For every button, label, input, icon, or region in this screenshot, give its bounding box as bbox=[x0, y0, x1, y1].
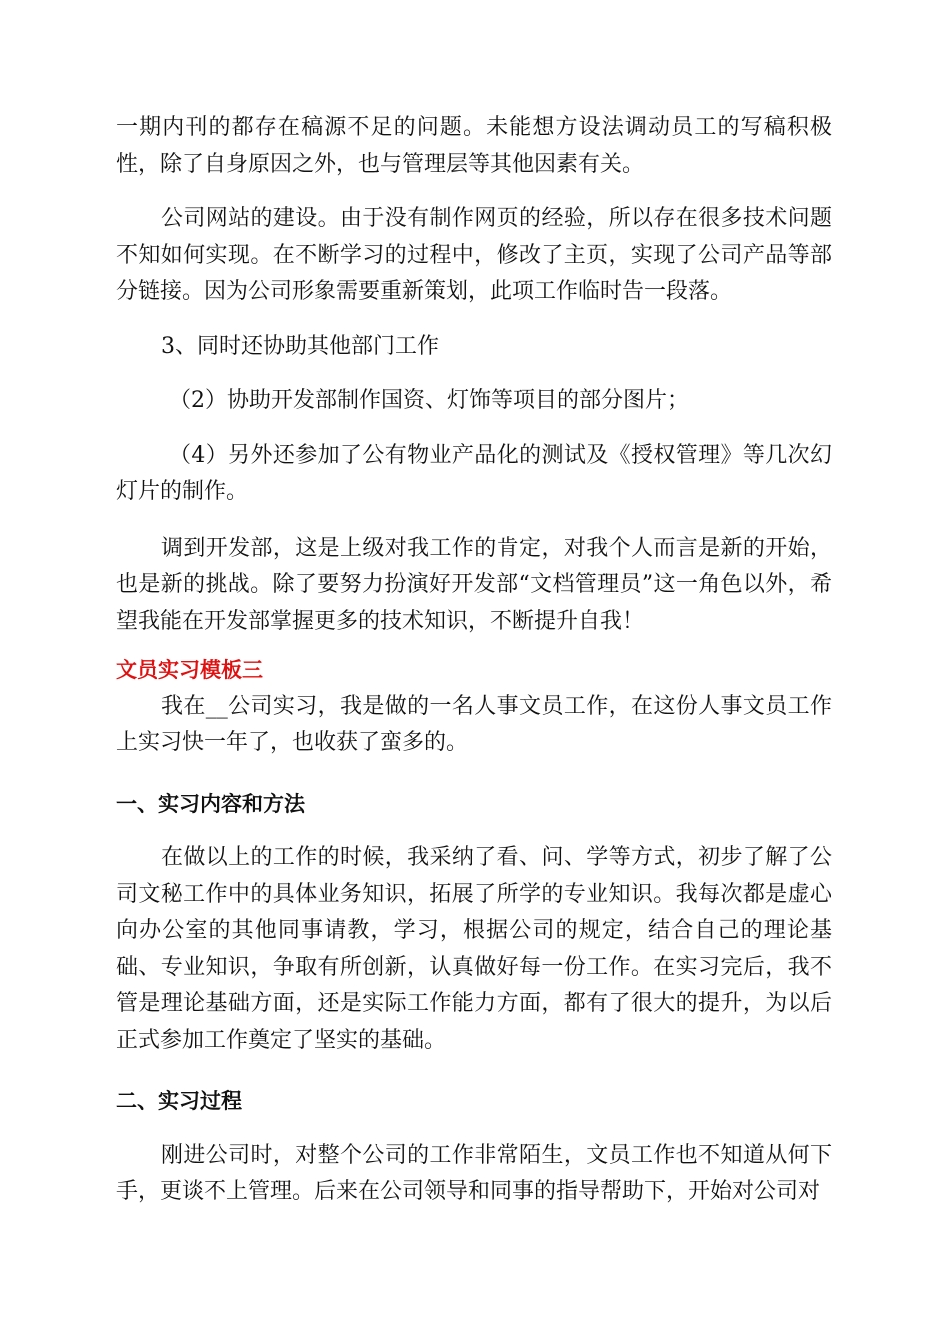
list-item-slides: （4）另外还参加了公有物业产品化的测试及《授权管理》等几次幻灯片的制作。 bbox=[116, 442, 832, 504]
heading-content-and-methods: 一、实习内容和方法 bbox=[116, 790, 305, 816]
paragraph-transfer: 调到开发部，这是上级对我工作的肯定，对我个人而言是新的开始，也是新的挑战。除了要努力扮演好开发部“文档管理员”这一角色以外，希望我能在开发部掌握更多的技术知识，不断提升自我！ bbox=[116, 535, 832, 634]
paragraph-internship-intro: 我在__公司实习，我是做的一名人事文员工作，在这份人事文员工作上实习快一年了，也收获了蛮多的。 bbox=[116, 693, 832, 755]
paragraph-journal-issue: 一期内刊的都存在稿源不足的问题。未能想方设法调动员工的写稿积极性，除了自身原因之外，也与管理层等其他因素有关。 bbox=[116, 115, 832, 177]
heading-internship-process: 二、实习过程 bbox=[116, 1088, 242, 1113]
document-page bbox=[116, 110, 832, 1211]
section-heading-template-three: 文员实习模板三 bbox=[116, 658, 263, 682]
list-item-assist-development: （2）协助开发部制作国资、灯饰等项目的部分图片； bbox=[169, 388, 689, 413]
list-item-assist-departments: 3、同时还协助其他部门工作 bbox=[161, 333, 439, 359]
paragraph-methods: 在做以上的工作的时候，我采纳了看、问、学等方式，初步了解了公司文秘工作中的具体业务知识，拓展了所学的专业知识。我每次都是虚心向办公室的其他同事请教，学习，根据公司的规定，结合自己的理论基础、专业知识，争取有所创新，认真做好每一份工作。在实习完后，我不管是理论基础方面，还是实际工作能力方面，都有了很大的提升，为以后正式参加工作奠定了坚实的基础。 bbox=[116, 845, 832, 1053]
paragraph-process: 刚进公司时，对整个公司的工作非常陌生，文员工作也不知道从何下手，更谈不上管理。后来在公司领导和同事的指导帮助下，开始对公司对 bbox=[116, 1142, 832, 1204]
paragraph-website-building: 公司网站的建设。由于没有制作网页的经验，所以存在很多技术问题不知如何实现。在不断学习的过程中，修改了主页，实现了公司产品等部分链接。因为公司形象需要重新策划，此项工作临时告一段落。 bbox=[116, 206, 832, 304]
